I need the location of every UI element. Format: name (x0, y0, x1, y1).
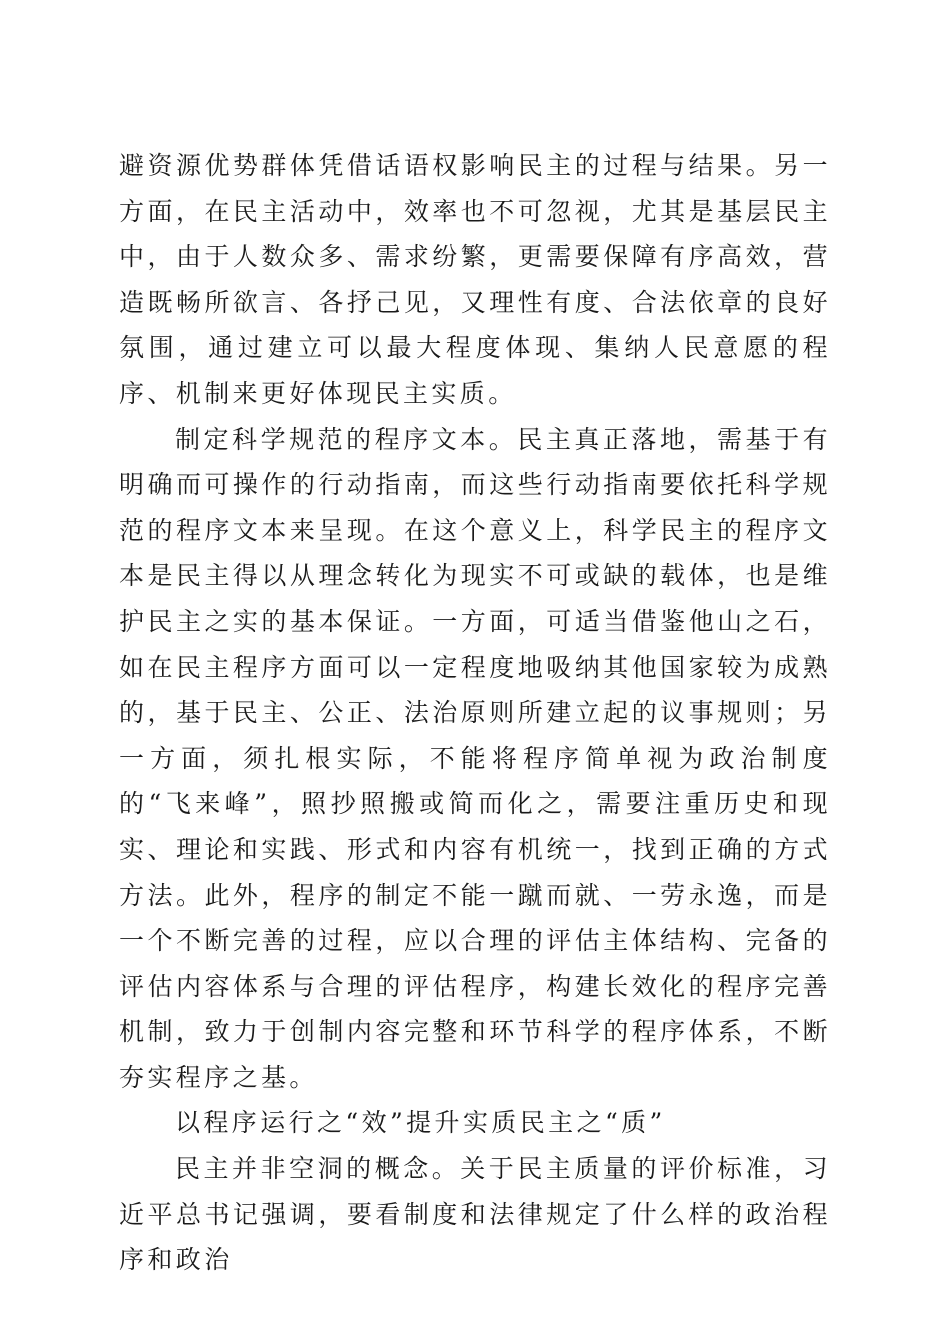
paragraph-continuation: 避资源优势群体凭借话语权影响民主的过程与结果。另一方面，在民主活动中，效率也不可忽视，尤其是基层民主中，由于人数众多、需求纷繁，更需要保障有序高效，营造既畅所欲言、各抒己见，又理性有度、合法依章的良好氛围，通过建立可以最大程度体现、集纳人民意愿的程序、机制来更好体现民主实质。 (119, 151, 831, 408)
paragraph-democracy-quality: 民主并非空洞的概念。关于民主质量的评价标准，习近平总书记强调，要看制度和法律规定了什么样的政治程序和政治 (119, 1154, 831, 1275)
document-body (119, 143, 831, 1283)
paragraph-program-text: 制定科学规范的程序文本。民主真正落地，需基于有明确而可操作的行动指南，而这些行动指南要依托科学规范的程序文本来呈现。在这个意义上，科学民主的程序文本是民主得以从理念转化为现实不可或缺的载体，也是维护民主之实的基本保证。一方面，可适当借鉴他山之石，如在民主程序方面可以一定程度地吸纳其他国家较为成熟的，基于民主、公正、法治原则所建立起的议事规则；另一方面，须扎根实际，不能将程序简单视为政治制度的“飞来峰”，照抄照搬或简而化之，需要注重历史和现实、理论和实践、形式和内容有机统一，找到正确的方式方法。此外，程序的制定不能一蹴而就、一劳永逸，而是一个不断完善的过程，应以合理的评估主体结构、完备的评估内容体系与合理的评估程序，构建长效化的程序完善机制，致力于创制内容完整和环节科学的程序体系，不断夯实程序之基。 (119, 424, 831, 1092)
section-heading: 以程序运行之“效”提升实质民主之“质” (175, 1108, 666, 1138)
